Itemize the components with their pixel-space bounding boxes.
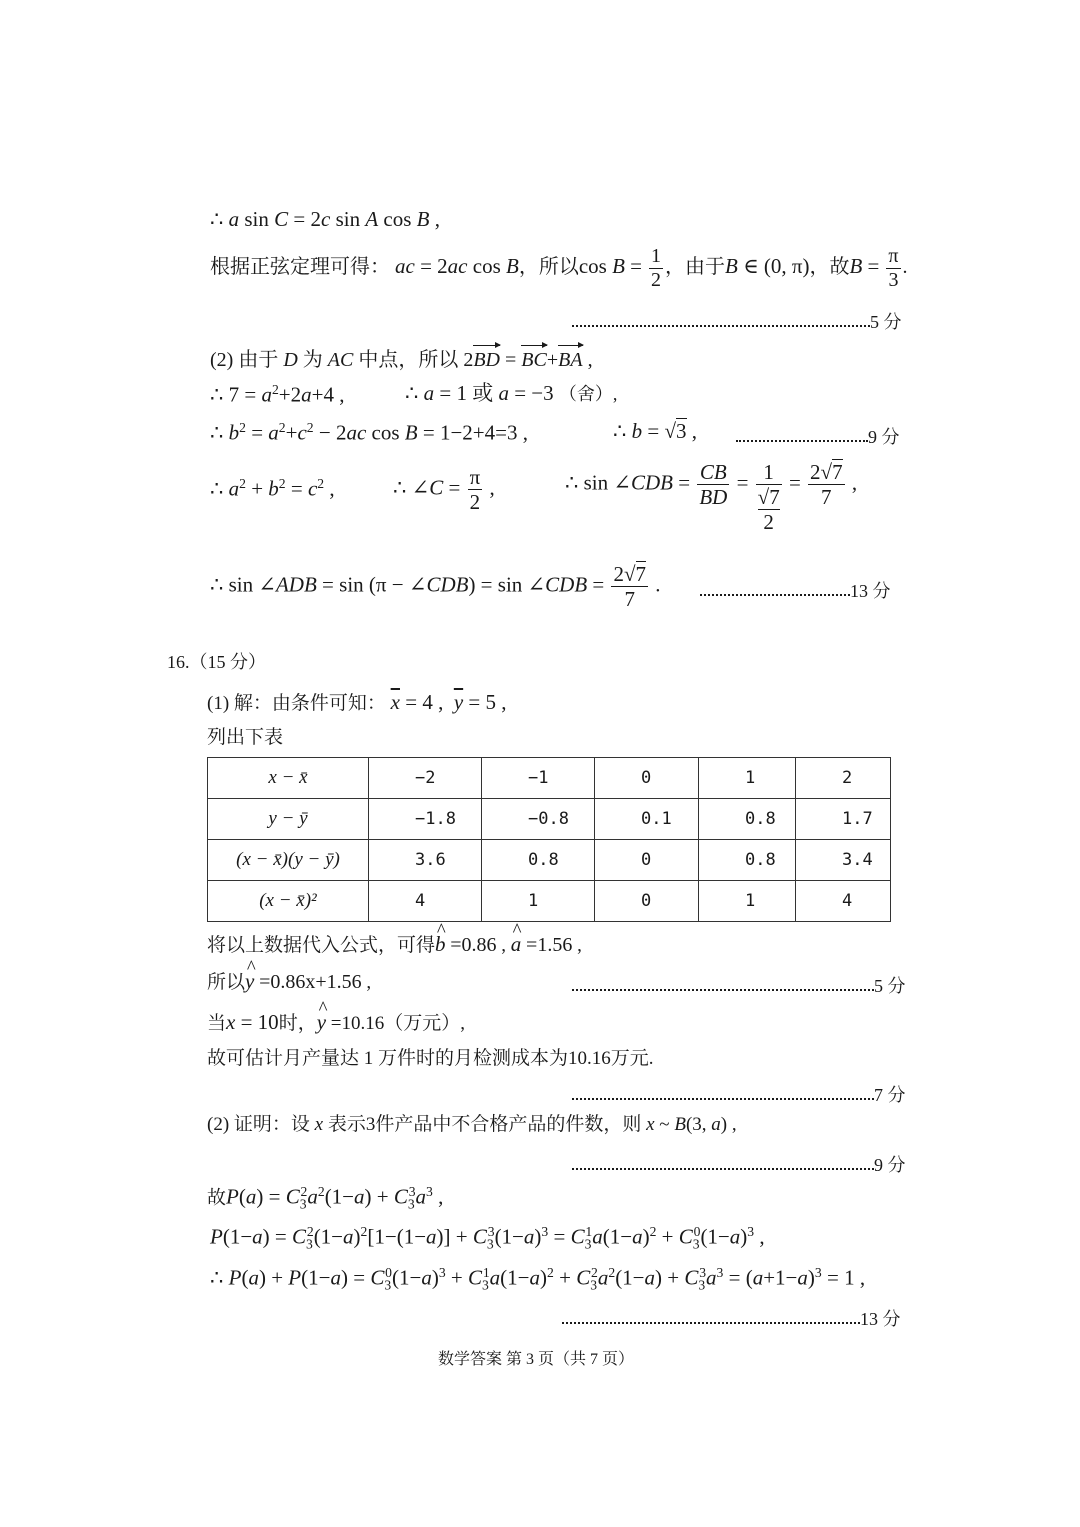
q16-p1a: $P(1-a) = C_3^2(1-a)^2[1-(1-a)] + C_3^3(1-a)^3 = C_3^1a(1-a)^2 + C_3^0(1-a)^3$ , bbox=[210, 1224, 765, 1252]
table-row: y − ȳ −1.8 −0.8 0.1 0.8 1.7 bbox=[208, 799, 891, 840]
q15-line1: ∴ a sin C = 2c sin A cos B , bbox=[210, 207, 440, 231]
q15-line-b: ∴ $b^2 = a^2+c^2 - 2ac$ cos B = 1−2+4=3 , bbox=[210, 420, 528, 445]
q15-line-b2: ∴ b = √3 , bbox=[613, 419, 697, 443]
table-row: x − x̄ −2 −1 0 1 2 bbox=[208, 758, 891, 799]
q15-line-c2: ∴ ∠C = $\frac{\pi}{2}$ , bbox=[393, 465, 495, 515]
q16-when: 当x = 10时，^ y =10.16（万元）, bbox=[207, 1012, 465, 1033]
q16-part1-intro: (1) 解：由条件可知： $\overline{x} = 4$ , $\overline{y} = 5$ , bbox=[207, 690, 507, 714]
fraction-one-half: $\frac{1}{2}$ bbox=[651, 245, 661, 291]
score-marker-5: 5 分 bbox=[572, 308, 902, 334]
q15-line-c1: ∴ $a^2 + b^2 = c^2$ , bbox=[210, 476, 335, 501]
table-row: (x − x̄)(y − ȳ) 3.6 0.8 0 0.8 3.4 bbox=[208, 840, 891, 881]
q15-line-c3: ∴ sin ∠CDB = $\frac{CB}{BD}$ = 1 √7 2 = $\frac{2√7}{7}$ , bbox=[565, 460, 858, 535]
q15-line2: 根据正弦定理可得： ac = 2ac cos B，所以cos B = $\frac{1}{2}$ ，由于B ∈ (0, π)，故B = $\frac{\pi}{3}$ . bbox=[210, 245, 908, 291]
q15-line-a: ∴ $7 = a^2+2a+4$ , bbox=[210, 382, 345, 407]
sine-theorem-text: 根据正弦定理可得： bbox=[210, 256, 390, 279]
q16-part2-intro: (2) 证明：设 x 表示3件产品中不合格产品的件数，则 x ~ B(3, a) , bbox=[207, 1114, 737, 1135]
q15-line-d: ∴ sin ∠ADB = sin (π − ∠CDB) = sin ∠CDB = $\frac{2√7}{7}$ . bbox=[210, 562, 661, 612]
q16-header: 16.（15 分） bbox=[167, 652, 266, 672]
q16-conclusion: 故可估计月产量达 1 万件时的月检测成本为10.16万元. bbox=[207, 1048, 654, 1069]
fraction-pi-third: $\frac{\pi}{3}$ bbox=[888, 245, 899, 291]
q16-table-intro: 列出下表 bbox=[207, 727, 284, 748]
deviation-table bbox=[207, 757, 891, 922]
score-marker-9: 9 分 bbox=[736, 423, 900, 449]
q15-line-a2: ∴ a = 1 或 a = −3 （舍）, bbox=[405, 381, 618, 405]
table-row: (x − x̄)² 4 1 0 1 4 bbox=[208, 881, 891, 922]
score-marker-13: 13 分 bbox=[700, 577, 891, 603]
q16-regression: 所以^ y =0.86x+1.56 , bbox=[207, 971, 371, 992]
score-marker-5b: 5 分 bbox=[572, 972, 906, 998]
score-marker-13b: 13 分 bbox=[562, 1305, 901, 1331]
q16-pa: 故$P(a) = C_3^2a^2(1-a) + C_3^3a^3$ , bbox=[207, 1184, 444, 1212]
score-marker-7: 7 分 bbox=[572, 1081, 906, 1107]
q16-sum: ∴ $P(a) + P(1-a) = C_3^0(1-a)^3 + C_3^1a(1-a)^2 + C_3^2a^2(1-a) + C_3^3a^3 = (a+1-a)^3 = 1$ , bbox=[210, 1265, 866, 1293]
score-marker-9b: 9 分 bbox=[572, 1151, 906, 1177]
q15-part2-intro: (2) 由于 D 为 AC 中点，所以 2BD = BC+BA , bbox=[210, 345, 593, 370]
q16-coefficients: 将以上数据代入公式，可得^ b =0.86 , ^ a =1.56 , bbox=[207, 934, 582, 955]
page-footer: 数学答案 第 3 页（共 7 页） bbox=[438, 1351, 635, 1368]
